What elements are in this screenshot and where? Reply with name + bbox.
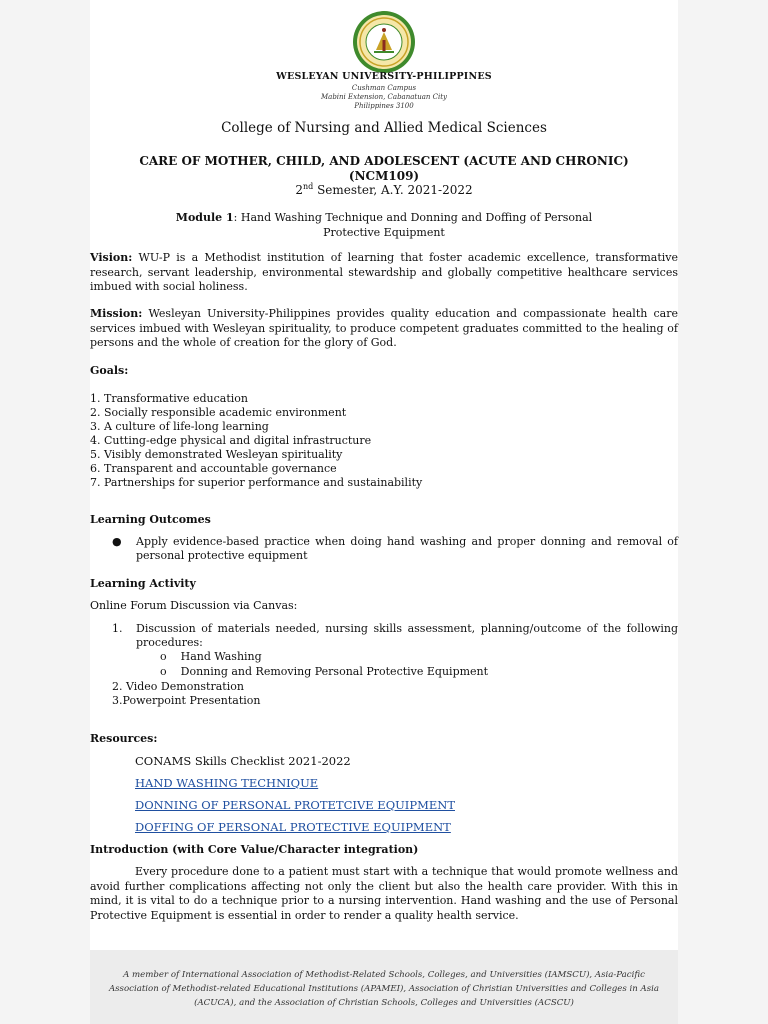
university-name: WESLEYAN UNIVERSITY-PHILIPPINES [276,71,492,82]
goal-item: 6. Transparent and accountable governance [90,462,337,475]
course-title [90,154,678,184]
module-label: Module 1 [175,211,234,224]
skills-checklist: CONAMS Skills Checklist 2021-2022 [135,754,351,768]
vision-text: WU-P is a Methodist institution of learning that foster academic excellence, transformative research, servant leadership, environmental stewardship and globally competitive healthcare services imbued with social holiness. [90,251,678,293]
circle-bullet-icon: o [160,665,167,678]
introduction-heading: Introduction (with Core Value/Character integration) [90,843,419,856]
goal-item: 3. A culture of life-long learning [90,420,269,433]
activity-sub-item-text: Hand Washing [180,650,262,663]
activity-sub-item [160,650,262,664]
learning-outcome-item [112,535,678,563]
vision-label: Vision: [90,251,133,264]
goal-item: 2. Socially responsible academic environment [90,406,347,419]
activity-item: 2. Video Demonstration [112,680,244,693]
introduction-paragraph: Every procedure done to a patient must start with a technique that would promote wellness and avoid further complications affecting not only the client but also the health care provider. With this in mind, it is vital to do a technique prior to a nursing intervention. Hand washing and the use of Personal Protective Equipment is essential in order to render a quality health service. [90,865,678,922]
goals-heading: Goals: [90,364,129,377]
circle-bullet-icon: o [160,650,167,663]
vision-paragraph [90,251,678,295]
semester-number: 2 [295,183,303,197]
goal-item: 4. Cutting-edge physical and digital infrastructure [90,434,372,447]
course-code: (NCM109) [348,169,420,183]
learning-activity-heading: Learning Activity [90,577,196,590]
mission-paragraph [90,307,678,351]
donning-ppe-link[interactable]: DONNING OF PERSONAL PROTETCIVE EQUIPMENT [135,798,455,812]
mission-text: Wesleyan University-Philippines provides quality education and compassionate health care services imbued with Wesleyan spirituality, to produce competent graduates committed to the healing of persons and the whole of creation for the glory of God. [90,307,678,349]
hand-washing-link[interactable]: HAND WASHING TECHNIQUE [135,776,319,790]
page-footer [90,950,678,1024]
university-seal-icon [352,10,416,74]
document-page [90,0,678,1024]
learning-outcome-text: Apply evidence-based practice when doing hand washing and proper donning and removal of personal protective equipment [136,535,678,562]
mission-label: Mission: [90,307,143,320]
college-title: College of Nursing and Allied Medical Sciences [221,120,547,136]
goal-item: 5. Visibly demonstrated Wesleyan spirituality [90,448,343,461]
bullet-icon: ● [112,535,122,548]
campus-address-line: Philippines 3100 [354,102,414,110]
activity-intro: Online Forum Discussion via Canvas: [90,599,298,612]
campus-address-line: Cushman Campus [351,84,417,92]
goal-item: 1. Transformative education [90,392,248,405]
goal-item: 7. Partnerships for superior performance and sustainability [90,476,423,489]
semester-line [90,182,678,197]
module-title [150,210,618,240]
campus-address-line: Mabini Extension, Cabanatuan City [320,93,447,101]
resources-heading: Resources: [90,732,158,745]
activity-sub-item [160,665,488,679]
list-number: 1. [112,622,123,635]
footer-membership-text: A member of International Association of Methodist-Related Schools, Colleges, and Universities (IAMSCU), Asia-Pacific Association of Methodist-related Educational Institutions (APAMEI), Association of Christian Universities and Colleges in Asia (ACUCA), and the Association of Christian Schools, Colleges and Universities (ACSCU) [108,970,660,1008]
activity-item: 3.Powerpoint Presentation [112,694,261,707]
activity-sub-item-text: Donning and Removing Personal Protective Equipment [180,665,489,678]
semester-suffix: nd [302,182,314,191]
module-text: : Hand Washing Technique and Donning and Doffing of Personal Protective Equipment [233,211,593,239]
learning-outcomes-heading: Learning Outcomes [90,513,211,526]
doffing-ppe-link[interactable]: DOFFING OF PERSONAL PROTECTIVE EQUIPMENT [135,820,451,834]
activity-item-text: Discussion of materials needed, nursing skills assessment, planning/outcome of the following procedures: [136,622,678,649]
semester-text: Semester, A.Y. 2021-2022 [313,183,473,197]
course-title-line: CARE OF MOTHER, CHILD, AND ADOLESCENT (ACUTE AND CHRONIC) [139,154,629,168]
activity-item [112,622,678,650]
